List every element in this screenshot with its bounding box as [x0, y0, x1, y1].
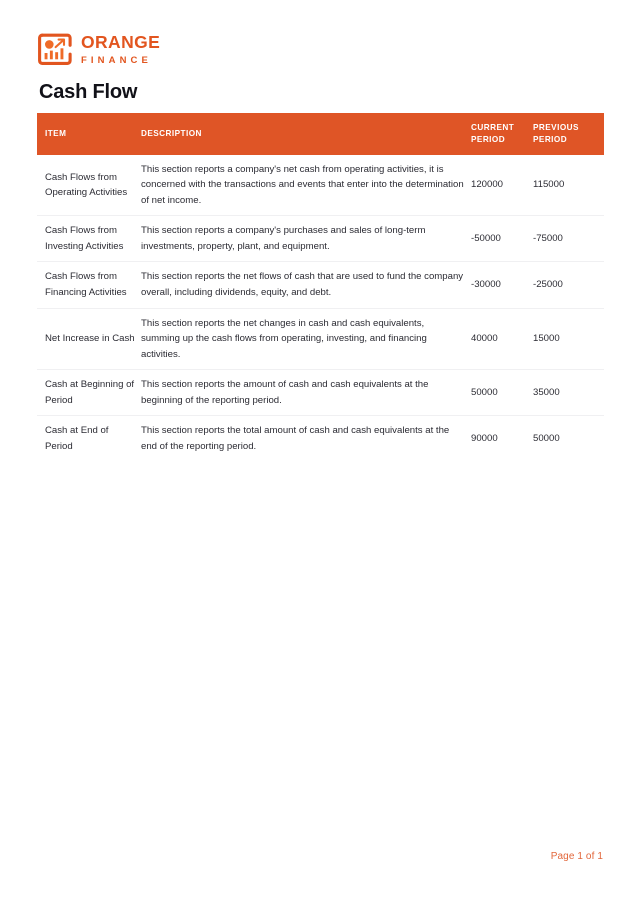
cell-current-period: 40000	[471, 308, 533, 370]
cell-description: This section reports the amount of cash and cash equivalents at the beginning of the reporting period.	[141, 370, 471, 416]
cell-current-period: 120000	[471, 155, 533, 216]
cell-description: This section reports the net changes in cash and cash equivalents, summing up the cash flows from operating, investing, and financing activities.	[141, 308, 471, 370]
cell-previous-period: 15000	[533, 308, 604, 370]
table-body	[37, 155, 604, 461]
table-row	[37, 155, 604, 216]
cash-flow-table	[37, 113, 604, 461]
column-header-current-period: CURRENT PERIOD	[471, 113, 533, 155]
column-header-description: DESCRIPTION	[141, 113, 471, 155]
table-row	[37, 262, 604, 308]
cash-flow-table-container	[37, 113, 604, 461]
table-row	[37, 216, 604, 262]
cell-current-period: 90000	[471, 432, 498, 444]
cell-current-period: -30000	[471, 262, 533, 308]
table-row	[37, 370, 604, 416]
cell-item: Cash Flows from Financing Activities	[37, 262, 141, 308]
cell-item: Cash at End of Period	[45, 425, 109, 452]
brand-wordmark	[81, 34, 160, 65]
cell-description: This section reports the net flows of cash that are used to fund the company overall, including dividends, equity, and debt.	[141, 262, 471, 308]
brand-subtitle: FINANCE	[81, 54, 152, 66]
cell-item: Net Increase in Cash	[37, 308, 141, 370]
cell-item: Cash Flows from Investing Activities	[37, 216, 141, 262]
cell-previous-period: -75000	[533, 216, 604, 262]
table-header-row	[37, 113, 604, 155]
cell-previous-period: -25000	[533, 262, 604, 308]
cell-item: Cash at Beginning of Period	[37, 370, 141, 416]
table-header	[37, 113, 604, 155]
cell-item: Cash Flows from Operating Activities	[37, 155, 141, 216]
cell-description: This section reports a company's purchases and sales of long-term investments, property, plant, and equipment.	[141, 216, 471, 262]
cell-description: This section reports the total amount of cash and cash equivalents at the end of the reporting period.	[141, 425, 450, 452]
page-title: Cash Flow	[39, 81, 138, 103]
table-row	[37, 416, 604, 462]
cell-current-period: 50000	[471, 370, 533, 416]
brand-logo	[38, 33, 160, 66]
brand-name: ORANGE	[81, 32, 161, 52]
cell-previous-period: 115000	[533, 155, 604, 216]
cell-current-period: -50000	[471, 216, 533, 262]
cell-previous-period: 50000	[533, 432, 560, 444]
cell-description: This section reports a company's net cash from operating activities, it is concerned with the transactions and events that enter into the determination of net income.	[141, 155, 471, 216]
page-footer: Page 1 of 1	[550, 851, 603, 862]
column-header-item: ITEM	[37, 113, 141, 155]
table-row	[37, 308, 604, 370]
column-header-previous-period: PREVIOUS PERIOD	[533, 113, 604, 155]
cell-previous-period: 35000	[533, 370, 604, 416]
chart-growth-icon	[38, 33, 72, 66]
